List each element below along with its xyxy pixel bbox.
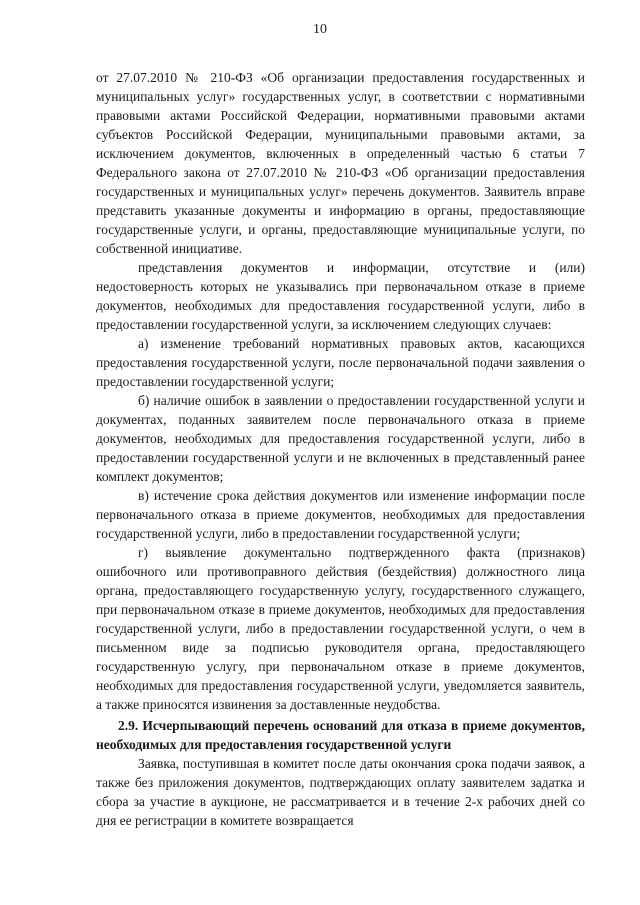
- section-heading-number: 2.9.: [118, 718, 139, 733]
- page-number: 10: [313, 22, 327, 37]
- section-heading: [96, 716, 585, 754]
- paragraph-representation: представления документов и информации, отсутствие и (или) недостоверность которых не указывались при первоначальном отказе в приеме документов, необходимых для предоставления государственной услуги, либо в предоставлении государственной услуги, за исключением следующих случаев:: [96, 260, 585, 332]
- paragraph-item-g: г) выявление документально подтвержденного факта (признаков) ошибочного или противоправного действия (бездействия) должностного лица органа, предоставляющего государственную услугу, государственного служащего, при первоначальном отказе в приеме документов, необходимых для предоставления государственной услуги, либо в предоставлении государственной услуги, о чем в письменном виде за подписью руководителя органа, предоставляющего государственную услугу, при первоначальном отказе в приеме документов, необходимых для предоставления государственной услуги, уведомляется заявитель, а также приносятся извинения за доставленные неудобства.: [96, 545, 585, 712]
- paragraph-item-a: а) изменение требований нормативных правовых актов, касающихся предоставления государственной услуги, после первоначальной подачи заявления о предоставлении государственной услуги;: [96, 336, 585, 389]
- paragraph-item-v: в) истечение срока действия документов или изменение информации после первоначального отказа в приеме документов, необходимых для предоставления государственной услуги, либо в предоставлении государственной услуги;: [96, 488, 585, 541]
- paragraph-item-b: б) наличие ошибок в заявлении о предоставлении государственной услуги и документах, поданных заявителем после первоначального отказа в приеме документов, необходимых для предоставления государственной услуги, либо в предоставлении государственной услуги и не включенных в представленный ранее комплект документов;: [96, 393, 585, 484]
- paragraph-continuation: от 27.07.2010 № 210-ФЗ «Об организации предоставления государственных и муниципальных услуг» государственных услуг, в соответствии с нормативными правовыми актами Российской Федерации, нормативными правовыми актами субъектов Российской Федерации, муниципальными правовыми актами, за исключением документов, включенных в определенный частью 6 статьи 7 Федерального закона от 27.07.2010 № 210-ФЗ «Об организации предоставления государственных и муниципальных услуг» перечень документов. Заявитель вправе представить указанные документы и информацию в органы, предоставляющие государственные услуги, и органы, предоставляющие муниципальные услуги, по собственной инициативе.: [96, 70, 585, 256]
- section-heading-text: Исчерпывающий перечень оснований для отказа в приеме документов, необходимых для предоставления государственной услуги: [96, 718, 585, 752]
- document-body: [96, 68, 585, 830]
- paragraph-application: Заявка, поступившая в комитет после даты окончания срока подачи заявок, а также без приложения документов, подтверждающих оплату заявителем задатка и сбора за участие в аукционе, не рассматривается и в течение 2-х рабочих дней со дня ее регистрации в комитете возвращается: [96, 756, 585, 828]
